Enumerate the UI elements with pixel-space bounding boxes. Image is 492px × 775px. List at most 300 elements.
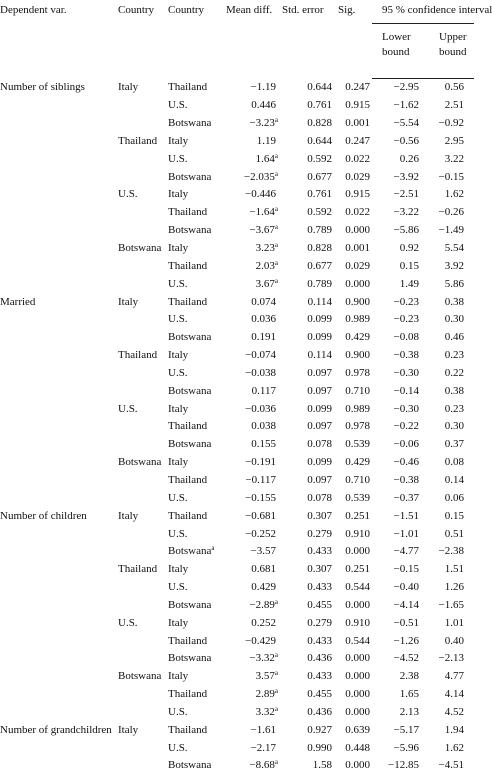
table-row (0, 454, 474, 472)
std-error-cell: 0.828 (307, 117, 332, 130)
dependent-var-cell (0, 382, 118, 400)
upper-bound-cell: −0.15 (438, 170, 464, 183)
table-row (0, 668, 474, 686)
upper-bound-cell: 4.77 (444, 670, 464, 683)
dependent-var-cell (0, 150, 118, 168)
significance-marker: a (274, 169, 278, 178)
country-1-cell: Botswana (118, 242, 162, 255)
upper-bound-cell: 0.06 (444, 491, 464, 504)
mean-diff-cell: 1.64$^a$ (255, 151, 278, 165)
significance-marker: a (274, 241, 278, 250)
country-1-cell: Thailand (118, 563, 158, 576)
country-1-cell (118, 436, 168, 454)
country-1-cell: Thailand (118, 134, 158, 147)
significance-marker: a (274, 116, 278, 125)
dependent-var-cell: Number of grandchildren (0, 723, 112, 736)
mean-diff-cell: 0.036 (251, 313, 276, 326)
sig-cell: 0.247 (345, 134, 370, 147)
dependent-var-cell (0, 204, 118, 222)
std-error-cell: 0.990 (307, 741, 332, 754)
sig-cell: 0.989 (345, 313, 370, 326)
dependent-var-cell (0, 418, 118, 436)
upper-bound-cell: 0.56 (444, 81, 464, 94)
std-error-cell: 0.433 (307, 581, 332, 594)
table-row (0, 507, 474, 525)
mean-diff-cell: −0.681 (245, 509, 276, 522)
country-1-cell (118, 275, 168, 293)
country-1-cell: Botswana (118, 670, 162, 683)
header-mean-diff: Mean diff. (226, 4, 273, 16)
sig-cell: 0.000 (345, 277, 370, 290)
upper-bound-cell: 0.51 (444, 527, 464, 540)
sig-cell: 0.900 (345, 295, 370, 308)
upper-bound-cell: 3.92 (444, 259, 464, 272)
std-error-cell: 0.078 (307, 491, 332, 504)
lower-bound-cell: −5.86 (393, 224, 419, 237)
country-1-cell (118, 632, 168, 650)
mean-diff-cell: −3.57 (250, 545, 276, 558)
significance-marker: a (274, 258, 278, 267)
mean-diff-cell: 3.67$^a$ (255, 276, 278, 290)
mean-diff-cell: −1.64$^a$ (249, 205, 278, 219)
std-error-cell: 0.099 (307, 331, 332, 344)
country-2-cell: Thailand (168, 634, 208, 647)
header-country-1: Country (118, 4, 155, 16)
mean-diff-cell: −0.074 (245, 349, 276, 362)
country-1-cell (118, 418, 168, 436)
country-2-cell: Thailand (168, 420, 208, 433)
country-2-cell: Botswana (168, 438, 212, 451)
header-upper-bound: Upper bound (423, 24, 474, 79)
significance-marker: a (274, 687, 278, 696)
upper-bound-cell: 5.86 (444, 277, 464, 290)
table-row (0, 579, 474, 597)
mean-diff-cell: 3.32$^a$ (255, 704, 278, 718)
mean-diff-cell: −3.67$^a$ (249, 223, 278, 237)
sig-cell: 0.710 (345, 384, 370, 397)
upper-bound-cell: 0.38 (444, 295, 464, 308)
sig-cell: 0.915 (345, 99, 370, 112)
upper-bound-cell: −0.26 (438, 206, 464, 219)
country-1-cell (118, 579, 168, 597)
lower-bound-cell: −0.23 (393, 313, 419, 326)
lower-bound-cell: −0.51 (393, 616, 419, 629)
sig-cell: 0.978 (345, 366, 370, 379)
header-row-1 (0, 0, 474, 24)
mean-diff-cell: 0.074 (251, 295, 276, 308)
sig-cell: 0.539 (345, 438, 370, 451)
table-row (0, 365, 474, 383)
upper-bound-cell: 0.22 (444, 366, 464, 379)
country-1-cell (118, 472, 168, 490)
upper-bound-cell: −4.51 (438, 759, 464, 772)
upper-bound-cell: 4.14 (444, 688, 464, 701)
country-2-cell: Italy (168, 242, 189, 255)
lower-bound-cell: −1.01 (393, 527, 419, 540)
country-1-cell (118, 168, 168, 186)
country-1-cell: Italy (118, 509, 139, 522)
lower-bound-cell: −1.62 (393, 99, 419, 112)
table-row (0, 275, 474, 293)
mean-diff-cell: 1.19 (256, 134, 276, 147)
country-1-cell: Botswana (118, 456, 162, 469)
table-row (0, 400, 474, 418)
table-row (0, 97, 474, 115)
std-error-cell: 0.789 (307, 224, 332, 237)
lower-bound-cell: −4.77 (393, 545, 419, 558)
upper-bound-cell: 0.23 (444, 402, 464, 415)
lower-bound-cell: 0.92 (399, 242, 419, 255)
dependent-var-cell (0, 311, 118, 329)
country-2-cell: Italy (168, 349, 189, 362)
std-error-cell: 0.644 (307, 81, 332, 94)
lower-bound-cell: −0.38 (393, 473, 419, 486)
table-row (0, 204, 474, 222)
std-error-cell: 0.097 (307, 473, 332, 486)
std-error-cell: 0.307 (307, 563, 332, 576)
table-row (0, 757, 474, 775)
table-row (0, 472, 474, 490)
lower-bound-cell: 2.13 (399, 705, 419, 718)
sig-cell: 0.429 (345, 456, 370, 469)
significance-marker: a (274, 669, 278, 678)
country-2-cell: Botswana (168, 598, 212, 611)
std-error-cell: 0.433 (307, 545, 332, 558)
significance-marker: a (274, 597, 278, 606)
mean-diff-cell: −0.252 (245, 527, 276, 540)
country-2-cell: Botswana (168, 759, 212, 772)
table-row (0, 222, 474, 240)
country-1-cell (118, 311, 168, 329)
std-error-cell: 0.099 (307, 456, 332, 469)
table-row (0, 257, 474, 275)
country-2-cell: U.S. (168, 491, 188, 504)
mean-diff-cell: 0.252 (251, 616, 276, 629)
sig-cell: 0.429 (345, 331, 370, 344)
table-row (0, 347, 474, 365)
dependent-var-cell (0, 347, 118, 365)
sig-cell: 0.000 (345, 598, 370, 611)
std-error-cell: 0.789 (307, 277, 332, 290)
lower-bound-cell: −0.38 (393, 349, 419, 362)
lower-bound-cell: −0.14 (393, 384, 419, 397)
mean-diff-cell: −2.17 (250, 741, 276, 754)
country-1-cell (118, 115, 168, 133)
table-row (0, 632, 474, 650)
lower-bound-cell: −0.08 (393, 331, 419, 344)
dependent-var-cell (0, 632, 118, 650)
significance-marker: a (274, 205, 278, 214)
dependent-var-cell (0, 133, 118, 151)
lower-bound-cell: −0.06 (393, 438, 419, 451)
significance-marker: a (274, 704, 278, 713)
country-1-cell: Italy (118, 81, 139, 94)
table-row (0, 543, 474, 561)
dependent-var-cell (0, 186, 118, 204)
mean-diff-cell: −1.61 (250, 723, 276, 736)
upper-bound-cell: 0.46 (444, 331, 464, 344)
table-row (0, 311, 474, 329)
dependent-var-cell (0, 668, 118, 686)
country-2-cell: Botswana (168, 331, 212, 344)
country-2-cell: Thailand (168, 473, 208, 486)
lower-bound-cell: 2.38 (399, 670, 419, 683)
mean-diff-cell: 0.681 (251, 563, 276, 576)
dependent-var-cell (0, 257, 118, 275)
mean-diff-cell: −1.19 (250, 81, 276, 94)
dependent-var-cell (0, 472, 118, 490)
table-row (0, 115, 474, 133)
sig-cell: 0.029 (345, 170, 370, 183)
sig-cell: 0.910 (345, 527, 370, 540)
table-row (0, 150, 474, 168)
country-2-cell: Italy (168, 456, 189, 469)
country-2-cell: Thailand (168, 206, 208, 219)
country-2-cell: U.S. (168, 581, 188, 594)
upper-bound-cell: 3.22 (444, 152, 464, 165)
country-1-cell (118, 382, 168, 400)
header-sig: Sig. (338, 4, 356, 16)
sig-cell: 0.251 (345, 563, 370, 576)
std-error-cell: 0.592 (307, 152, 332, 165)
country-2-cell: U.S. (168, 366, 188, 379)
upper-bound-cell: 2.51 (444, 99, 464, 112)
upper-bound-cell: 0.23 (444, 349, 464, 362)
country-2-cell: U.S. (168, 152, 188, 165)
lower-bound-cell: −3.92 (393, 170, 419, 183)
table-row (0, 650, 474, 668)
std-error-cell: 0.644 (307, 134, 332, 147)
table-row (0, 382, 474, 400)
country-2-cell: Italy (168, 188, 189, 201)
country-2-cell: Italy (168, 563, 189, 576)
upper-bound-cell: 1.51 (444, 563, 464, 576)
dependent-var-cell (0, 329, 118, 347)
dependent-var-cell (0, 579, 118, 597)
mean-diff-cell: −0.155 (245, 491, 276, 504)
country-2-cell: U.S. (168, 99, 188, 112)
std-error-cell: 0.927 (307, 723, 332, 736)
dependent-var-cell (0, 596, 118, 614)
dependent-var-cell (0, 650, 118, 668)
country-1-cell: Thailand (118, 349, 158, 362)
dependent-var-cell (0, 561, 118, 579)
header-confidence-interval: 95 % confidence interval (382, 4, 492, 16)
header-dependent-var: Dependent var. (0, 4, 67, 16)
upper-bound-cell: −2.13 (438, 652, 464, 665)
std-error-cell: 0.455 (307, 688, 332, 701)
sig-cell: 0.022 (345, 206, 370, 219)
lower-bound-cell: −4.52 (393, 652, 419, 665)
sig-cell: 0.448 (345, 741, 370, 754)
lower-bound-cell: −5.17 (393, 723, 419, 736)
country-2-cell: Thailand (168, 295, 208, 308)
significance-marker: a (274, 651, 278, 660)
dependent-var-cell: Married (0, 295, 36, 308)
country-2-cell: Botswana (168, 117, 212, 130)
sig-cell: 0.000 (345, 705, 370, 718)
std-error-cell: 0.433 (307, 670, 332, 683)
mean-diff-cell: 2.03$^a$ (255, 258, 278, 272)
mean-diff-cell: 3.23$^a$ (255, 241, 278, 255)
std-error-cell: 0.592 (307, 206, 332, 219)
std-error-cell: 0.677 (307, 170, 332, 183)
std-error-cell: 0.097 (307, 366, 332, 379)
table-row (0, 561, 474, 579)
country-2-cell: Italy (168, 134, 189, 147)
std-error-cell: 0.114 (307, 349, 332, 362)
country-2-cell: Botswana (168, 384, 212, 397)
dependent-var-cell: Number of siblings (0, 81, 85, 94)
country-1-cell (118, 257, 168, 275)
dependent-var-cell (0, 686, 118, 704)
sig-cell: 0.544 (345, 634, 370, 647)
mean-diff-cell: −0.429 (245, 634, 276, 647)
significance-marker: a (274, 276, 278, 285)
country-2-cell: Botswana$^a$ (168, 544, 215, 558)
country-2-cell: U.S. (168, 705, 188, 718)
table-row (0, 614, 474, 632)
dependent-var-cell (0, 222, 118, 240)
lower-bound-cell: 1.49 (399, 277, 419, 290)
significance-marker: a (274, 223, 278, 232)
std-error-cell: 0.677 (307, 259, 332, 272)
country-1-cell (118, 650, 168, 668)
upper-bound-cell: 0.30 (444, 313, 464, 326)
std-error-cell: 0.097 (307, 384, 332, 397)
table-row (0, 489, 474, 507)
upper-bound-cell: 0.14 (444, 473, 464, 486)
sig-cell: 0.000 (345, 759, 370, 772)
sig-cell: 0.251 (345, 509, 370, 522)
significance-marker: a (274, 151, 278, 160)
lower-bound-cell: 0.15 (399, 259, 419, 272)
std-error-cell: 0.455 (307, 598, 332, 611)
dependent-var-cell (0, 454, 118, 472)
std-error-cell: 1.58 (312, 759, 332, 772)
std-error-cell: 0.099 (307, 402, 332, 415)
mean-diff-cell: −0.446 (245, 188, 276, 201)
lower-bound-cell: −3.22 (393, 206, 419, 219)
upper-bound-cell: −1.65 (438, 598, 464, 611)
sig-cell: 0.029 (345, 259, 370, 272)
upper-bound-cell: 1.26 (444, 581, 464, 594)
mean-diff-cell: −0.038 (245, 366, 276, 379)
dependent-var-cell (0, 115, 118, 133)
upper-bound-cell: 0.15 (444, 509, 464, 522)
country-1-cell (118, 757, 168, 775)
mean-diff-cell: 0.191 (251, 331, 276, 344)
upper-bound-cell: 1.01 (444, 616, 464, 629)
upper-bound-cell: 5.54 (444, 242, 464, 255)
mean-diff-cell: 0.155 (251, 438, 276, 451)
country-2-cell: Italy (168, 616, 189, 629)
sig-cell: 0.000 (345, 545, 370, 558)
country-1-cell (118, 686, 168, 704)
country-1-cell (118, 596, 168, 614)
upper-bound-cell: −1.49 (438, 224, 464, 237)
table-row (0, 186, 474, 204)
country-1-cell (118, 150, 168, 168)
lower-bound-cell: −0.22 (393, 420, 419, 433)
lower-bound-cell: −0.56 (393, 134, 419, 147)
std-error-cell: 0.433 (307, 634, 332, 647)
dependent-var-cell (0, 489, 118, 507)
country-1-cell: U.S. (118, 616, 138, 629)
upper-bound-cell: −2.38 (438, 545, 464, 558)
lower-bound-cell: −1.51 (393, 509, 419, 522)
sig-cell: 0.000 (345, 688, 370, 701)
sig-cell: 0.000 (345, 224, 370, 237)
lower-bound-cell: −0.40 (393, 581, 419, 594)
country-2-cell: Thailand (168, 723, 208, 736)
upper-bound-cell: 1.94 (444, 723, 464, 736)
lower-bound-cell: −1.26 (393, 634, 419, 647)
country-2-cell: Thailand (168, 688, 208, 701)
sig-cell: 0.000 (345, 652, 370, 665)
std-error-cell: 0.279 (307, 616, 332, 629)
country-2-cell: Botswana (168, 652, 212, 665)
upper-bound-cell: −0.92 (438, 117, 464, 130)
country-1-cell (118, 365, 168, 383)
sig-cell: 0.639 (345, 723, 370, 736)
table-row (0, 721, 474, 739)
dependent-var-cell (0, 739, 118, 757)
std-error-cell: 0.828 (307, 242, 332, 255)
country-2-cell: Thailand (168, 259, 208, 272)
std-error-cell: 0.307 (307, 509, 332, 522)
std-error-cell: 0.761 (307, 99, 332, 112)
dependent-var-cell (0, 168, 118, 186)
mean-diff-cell: −0.036 (245, 402, 276, 415)
mean-diff-cell: −8.68$^a$ (249, 758, 278, 772)
table-row (0, 436, 474, 454)
upper-bound-cell: 1.62 (444, 741, 464, 754)
lower-bound-cell: −0.15 (393, 563, 419, 576)
lower-bound-cell: −4.14 (393, 598, 419, 611)
country-1-cell: Italy (118, 723, 139, 736)
dependent-var-cell (0, 543, 118, 561)
country-1-cell (118, 704, 168, 722)
country-2-cell: U.S. (168, 527, 188, 540)
mean-diff-cell: 0.117 (251, 384, 276, 397)
dependent-var-cell (0, 436, 118, 454)
country-2-cell: Thailand (168, 81, 208, 94)
sig-cell: 0.915 (345, 188, 370, 201)
mean-diff-cell: 3.57$^a$ (255, 669, 278, 683)
mean-diff-cell: 0.429 (251, 581, 276, 594)
dependent-var-cell: Number of children (0, 509, 87, 522)
country-2-cell: U.S. (168, 277, 188, 290)
table-row (0, 686, 474, 704)
header-lower-bound: Lower bound (372, 24, 423, 79)
sig-cell: 0.001 (345, 117, 370, 130)
lower-bound-cell: 0.26 (399, 152, 419, 165)
sig-cell: 0.022 (345, 152, 370, 165)
upper-bound-cell: 0.08 (444, 456, 464, 469)
country-1-cell (118, 489, 168, 507)
sig-cell: 0.910 (345, 616, 370, 629)
std-error-cell: 0.097 (307, 420, 332, 433)
mean-diff-cell: −2.035$^a$ (243, 169, 278, 183)
country-1-cell (118, 329, 168, 347)
lower-bound-cell: −0.30 (393, 402, 419, 415)
std-error-cell: 0.078 (307, 438, 332, 451)
dependent-var-cell (0, 525, 118, 543)
lower-bound-cell: −0.37 (393, 491, 419, 504)
table-row (0, 418, 474, 436)
country-1-cell: U.S. (118, 402, 138, 415)
